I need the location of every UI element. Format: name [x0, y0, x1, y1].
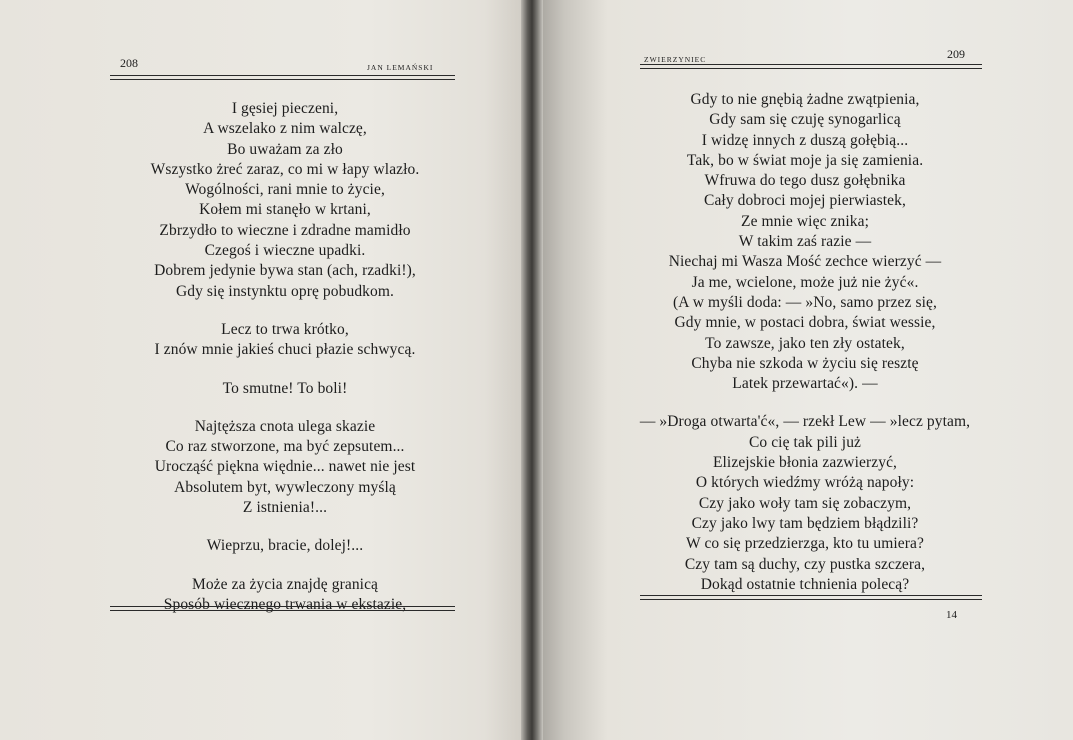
poem-line: (A w myśli doda: — »No, samo przez się,: [673, 293, 937, 311]
right-page: [532, 0, 1073, 740]
stanza-gap: [100, 399, 470, 417]
poem-line: O których wiedźmy wróżą napoły:: [695, 474, 915, 492]
poem-line: Wszystko żreć zaraz, co mi w łapy wlazło.: [150, 160, 420, 178]
poem-line: Kołem mi stanęło w krtani,: [199, 201, 371, 219]
poem-line: I znów mnie jakieś chuci płazie schwycą.: [154, 341, 416, 359]
running-title: JAN LEMAŃSKI: [367, 63, 434, 72]
footer-rule: [640, 595, 982, 600]
poem-line: Absolutem byt, wywleczony myślą: [174, 478, 396, 496]
poem-line: Gdy mnie, w postaci dobra, świat wessie,: [674, 314, 936, 332]
poem-line: Czy tam są duchy, czy pustka szczera,: [684, 555, 926, 573]
poem-line: Czy jako woły tam się zobaczym,: [698, 494, 912, 512]
stanza-gap: [100, 302, 470, 320]
header-rule: [640, 64, 982, 69]
poem-line: Urocząść piękna więdnie... nawet nie jest: [154, 458, 416, 476]
poem-line: Tak, bo w świat moje ja się zamienia.: [686, 151, 924, 169]
poem-line: Sposób wiecznego trwania w ekstazie,: [163, 595, 407, 613]
poem-line: Może za życia znajdę granicą: [191, 575, 379, 593]
poem-line: Gdy się instynktu oprę pobudkom.: [175, 282, 395, 300]
signature-mark: 14: [946, 609, 957, 621]
header-rule: [110, 75, 455, 80]
poem-line: Gdy sam się czuję synogarlicą: [709, 111, 901, 129]
poem-line: W co się przedzierzga, kto tu umiera?: [686, 535, 924, 553]
poem-line: I widzę innych z duszą gołębią...: [701, 131, 909, 149]
poem-text: [620, 90, 990, 595]
poem-line: Z istnienia!...: [242, 499, 328, 517]
poem-line: Lecz to trwa krótko,: [221, 320, 349, 338]
poem-line: Ze mnie więc znika;: [741, 212, 869, 230]
poem-line: Wfruwa do tego dusz gołębnika: [704, 172, 906, 190]
poem-line: Gdy to nie gnębią żadne zwątpienia,: [690, 91, 920, 108]
stanza-gap: [100, 557, 470, 575]
poem-line: Bo uważam za zło: [227, 140, 343, 158]
stanza-gap: [620, 394, 990, 412]
poem-line: A wszelako z nim walczę,: [203, 120, 367, 138]
stanza-gap: [100, 361, 470, 379]
page-number: 209: [947, 47, 965, 61]
poem-line: Najtęższa cnota ulega skazie: [194, 417, 376, 435]
poem-line: Czegoś i wieczne upadki.: [204, 242, 366, 260]
footer-rule: [110, 606, 455, 611]
poem-line: Cały dobroci mojej pierwiastek,: [704, 192, 906, 210]
poem-line: Dobrem jedynie bywa stan (ach, rzadki!),: [154, 262, 416, 280]
left-page: [0, 0, 527, 740]
poem-line: Elizejskie błonia zazwierzyć,: [712, 454, 898, 472]
poem-line: Czy jako lwy tam będziem błądzili?: [691, 514, 919, 532]
poem-line: Dokąd ostatnie tchnienia polecą?: [700, 575, 910, 593]
poem-line: Chyba nie szkoda w życiu się resztę: [691, 354, 919, 372]
poem-line: W takim zaś razie —: [738, 233, 872, 251]
poem-line: Co cię tak pili już: [748, 433, 862, 451]
poem-line: — »Droga otwarta'ć«, — rzekł Lew — »lecz pytam,: [639, 413, 971, 431]
poem-line: Wogólności, rani mnie to życie,: [185, 181, 385, 199]
stanza-gap: [100, 518, 470, 536]
poem-line: Zbrzydło to wieczne i zdradne mamidło: [159, 221, 411, 239]
poem-line: To smutne! To boli!: [222, 379, 348, 397]
page-number: 208: [120, 56, 138, 70]
poem-line: Wieprzu, bracie, dolej!...: [206, 537, 364, 555]
poem-line: Niechaj mi Wasza Mość zechce wierzyć —: [668, 253, 942, 271]
running-title: ZWIERZYNIEC: [644, 55, 707, 64]
poem-text: [100, 99, 470, 615]
poem-line: Latek przewartać«). —: [732, 375, 878, 393]
poem-line: To zawsze, jako ten zły ostatek,: [705, 334, 905, 352]
poem-line: I gęsiej pieczeni,: [231, 100, 339, 117]
poem-line: Ja me, wcielone, może już nie żyć«.: [691, 273, 919, 291]
book-gutter: [521, 0, 543, 740]
poem-line: Co raz stworzone, ma być zepsutem...: [165, 438, 405, 456]
